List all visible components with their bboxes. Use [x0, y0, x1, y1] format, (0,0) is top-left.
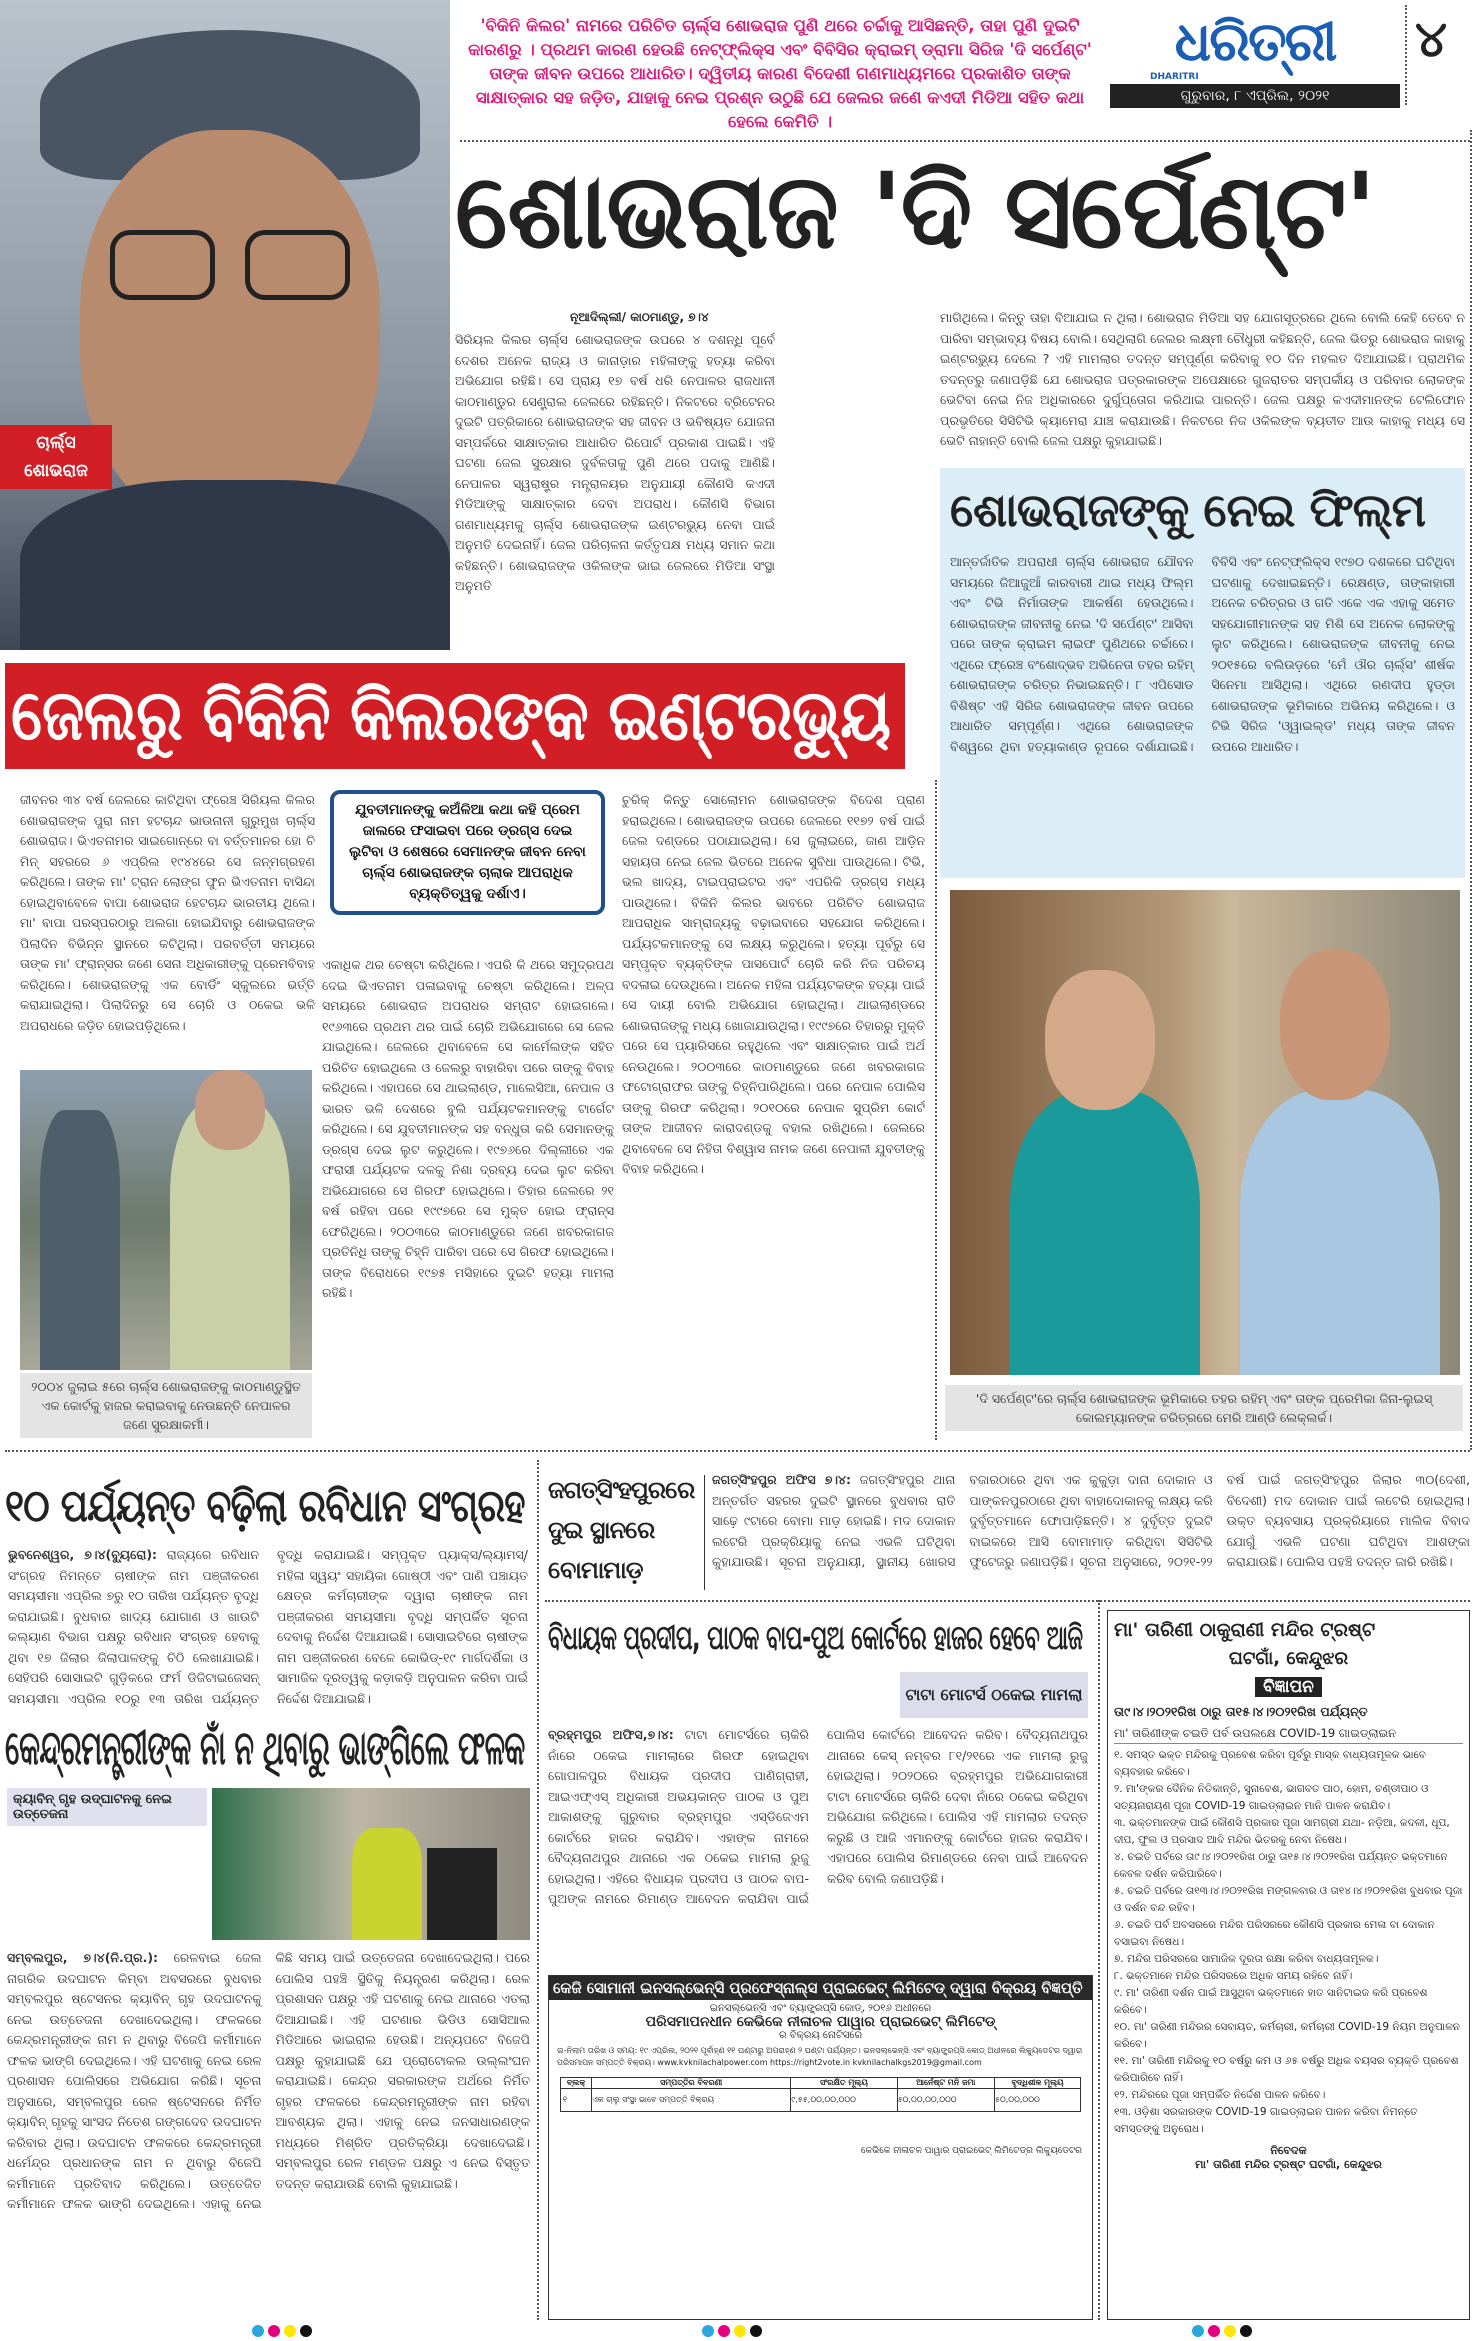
photo-name-label: ଚାର୍ଲ୍ସ ଶୋଭରାଜ: [0, 425, 112, 489]
guideline-item: ୧୩. ଓଡ଼ିଶା ସରକାରଙ୍କ COVID-19 ଗାଇଡ୍‌ଲାଇନ ପାଳନ କରିବା ନିମନ୍ତେ ସମସ୍ତଙ୍କୁ ଅନୁରୋଧ।: [1114, 2106, 1418, 2135]
temple-ad-place: ଘଟଗାଁ, କେନ୍ଦୁଝର: [1228, 1648, 1349, 1669]
registration-marks: [250, 2322, 314, 2341]
table-header: ବୃଦ୍ଧିଶୀଳ ମୂଲ୍ୟ: [994, 2078, 1080, 2089]
table-header: ସଂରକ୍ଷିତ ମୂଲ୍ୟ: [791, 2078, 897, 2089]
page-number: ୪: [1415, 10, 1448, 68]
serpent-still-photo: [950, 890, 1460, 1375]
rabi-dateline: ଭୁବନେଶ୍ୱର, ୭।୪(ବ୍ୟୁରୋ):: [8, 1547, 158, 1562]
minister-headline: କେନ୍ଦ୍ରମନ୍ତ୍ରୀଙ୍କ ନାଁ ନ ଥିବାରୁ ଭାଙ୍ଗିଲେ ଫଳକ: [5, 1720, 525, 1776]
guideline-item: ୧. ସମସ୍ତ ଭକ୍ତ ମନ୍ଦିରକୁ ପ୍ରବେଶ କରିବା ପୂର୍ବରୁ ମାସ୍କ ବାଧ୍ୟତାମୂଳକ ଭାବେ ବ୍ୟବହାର କରିବେ।: [1114, 1749, 1426, 1778]
interview-banner: [5, 663, 905, 769]
bomb-headline: ଜଗତ୍‌ସିଂହପୁରରେ ଦୁଇ ସ୍ଥାନରେ ବୋମାମାଡ଼: [548, 1476, 695, 1584]
table-header: ବ୍ଲକ୍: [560, 2078, 591, 2089]
table-cell: ୫୦,୦୦,୦୦,୦୦୦: [897, 2089, 994, 2112]
intro-text: ସିରିୟଲ କିଲର ଚାର୍ଲ୍ସ ଶୋଭରାଜଙ୍କ ଉପରେ ୪ ଦଶନ୍ଧି ପୂର୍ବେ ଦେଶର ଅନେକ ରାଜ୍ୟ ଓ କାନାଡ଼ାର ମହିଳାଙ୍କୁ ହତ୍ୟା କରିବା ଅଭିଯୋଗ ରହିଛି। ସେ ପ୍ରାୟ ୧୭ ବର୍ଷ ଧରି ନେପାଳର ରାଜଧାନୀ କାଠମାଣ୍ଡୁର ସେଣ୍ଟ୍ରାଲ ଜେଲରେ ରହିଛନ୍ତି। ନିକଟରେ ବ୍ରିଟେନର ଦୁଇଟି ପତ୍ରିକାରେ ଶୋଭରାଜଙ୍କ ସହ ଜୀବନ ଓ ଭବିଷ୍ୟତ ଯୋଜନା ସମ୍ପର୍କରେ ସାକ୍ଷାତ୍‌କାର ଆଧାରିତ ରିପୋର୍ଟ ପ୍ରକାଶ ପାଇଛି। ଏହି ଘଟଣା ଜେଲ ସୁରକ୍ଷାର ଦୁର୍ବଳତାକୁ ପୁଣି ଥରେ ପଦାକୁ ଆଣିଛି। ନେପାଳର ସ୍ୱରାଷ୍ଟ୍ର ମନ୍ତ୍ରାଳୟର ଅନୁଯାୟୀ କୌଣସି କଏଦୀ ମିଡିଆଙ୍କୁ ସାକ୍ଷାତ୍‌କାର ଦେବା ଅପରାଧ। କୌଣସି ବିଭାଗ ଗଣମାଧ୍ୟମକୁ ଚାର୍ଲ୍ସ ଶୋଭରାଜଙ୍କ ଇଣ୍ଟରଭ୍ୟୁ ନେବା ପାଇଁ ଅନୁମତି ଦେଇନାହିଁ। ଜେଲ ପରିଚାଳନା କର୍ତ୍ତୃପକ୍ଷ ମଧ୍ୟ ସମାନ କଥା କହିଛନ୍ତି। ଶୋଭରାଜଙ୍କ ଓକିଲଙ୍କ ଭାଇ ଜେଲରେ ମିଡିଆ ସଂସ୍ଥା ଅନୁମତି: [455, 332, 775, 593]
masthead: [1110, 10, 1400, 108]
minister-text: ରେଳବାଇ ଜେଲ ନାଗରିକ ଉଦଘାଟନ କିମ୍ବା ଅବସରରେ ବୁଧବାର ସମ୍ବଲପୁର ଷ୍ଟେସନର କ୍ୟାବିନ୍ ଗୃହ ଉଦଘାଟନକୁ ନେଇ ଉତ୍ତେଜନା ଦେଖାଦେଇଥିଲା। ଫଳକରେ କେନ୍ଦ୍ରମନ୍ତ୍ରୀଙ୍କ ନାମ ନ ଥିବାରୁ ବିଜେପି କର୍ମୀମାନେ ଫଳକ ଭାଙ୍ଗି ଦେଇଥିଲେ। ଏହି ଘଟଣାକୁ ନେଇ ରେଳ ପ୍ରଶାସନ ପୋଲିସରେ ଅଭିଯୋଗ କରିଛି। ସୂଚନା ଅନୁସାରେ, ସମ୍ବଲପୁର ରେଳ ଷ୍ଟେସନରେ ନିର୍ମିତ କ୍ୟାବିନ୍ ଗୃହକୁ ସାଂସଦ ନିତେଶ ଗଙ୍ଗଦେବ ଉଦଘାଟନ କରିବାର ଥିଲା। ଉଦଘାଟନ ଫଳକରେ କେନ୍ଦ୍ରମନ୍ତ୍ରୀ ଧର୍ମେନ୍ଦ୍ର ପ୍ରଧାନଙ୍କ ନାମ ନ ଥିବାରୁ ବିଜେପି କର୍ମୀମାନେ ପ୍ରତିବାଦ କରିଥିଲେ। ଉତ୍ତେଜିତ କର୍ମୀମାନେ ଫଳକ ଭାଙ୍ଗି ଦେଇଥିଲେ। ଏହାକୁ ନେଇ କିଛି ସମୟ ପାଇଁ ଉତ୍ତେଜନା ଦେଖାଦେଇଥିଲା। ପରେ ପୋଲିସ ପହଞ୍ଚି ସ୍ଥିତିକୁ ନିୟନ୍ତ୍ରଣ କରିଥିଲା। ରେଳ ପ୍ରଶାସନ ପକ୍ଷରୁ ଏହି ଘଟଣାକୁ ନେଇ ଥାନାରେ ଏତଲା ଦିଆଯାଇଛି। ଏହି ଘଟଣାର ଭିଡିଓ ସୋସିଆଲ ମିଡିଆରେ ଭାଇରାଲ ହେଉଛି। ଅନ୍ୟପଟେ ବିଜେପି ପକ୍ଷରୁ କୁହାଯାଇଛି ଯେ ପ୍ରୋଟୋକଲ ଉଲ୍ଲଂଘନ କରାଯାଇଛି। କେନ୍ଦ୍ର ସରକାରଙ୍କ ଅର୍ଥରେ ନିର୍ମିତ ଗୃହର ଫଳକରେ କେନ୍ଦ୍ରମନ୍ତ୍ରୀଙ୍କ ନାମ ରହିବା ଆବଶ୍ୟକ ଥିଲା। ଏହାକୁ ନେଇ ଜନସାଧାରଣଙ୍କ ମଧ୍ୟରେ ମିଶ୍ରିତ ପ୍ରତିକ୍ରିୟା ଦେଖାଦେଇଛି। ସମ୍ବଲପୁର ରେଳ ମଣ୍ଡଳ ପକ୍ଷରୁ ଏ ନେଇ ବିସ୍ତୃତ ତଦନ୍ତ କରାଯାଉଛି ବୋଲି କୁହାଯାଇଛି।: [7, 1950, 530, 2211]
dharitri-logo: ଧରିତ୍ରୀ: [1174, 9, 1336, 73]
guideline-item: ୧୧. ମା' ତାରିଣୀ ମନ୍ଦିରକୁ ୧୦ ବର୍ଷରୁ କମ ଓ ୬୫ ବର୍ଷରୁ ଅଧିକ ବୟସର ବ୍ୟକ୍ତି ପ୍ରବେଶ କରିପାରିବେ ନାହିଁ।: [1114, 2055, 1459, 2084]
guideline-item: ୪. ଚଇତି ପର୍ବରେ ତା୯।୪।୨୦୨୧ରିଖ ଠାରୁ ତା୧୫।୪।୨୦୨୧ରିଖ ପର୍ଯ୍ୟନ୍ତ ଭକ୍ତମାନେ କେବଳ ଦର୍ଶନ କରିପାରିବେ।: [1114, 1851, 1448, 1880]
bomb-headline-box: [548, 1470, 698, 1594]
minister-subhead: କ୍ୟାବିନ୍ ଗୃହ ଉଦ୍‌ଘାଟନକୁ ନେଇ ଉତ୍ତେଜନା: [7, 1788, 207, 1826]
sale-ad-line3: ର ବିକ୍ରୟ ନୋଟିସରେ: [778, 2030, 863, 2041]
court-photo: [20, 1070, 312, 1370]
guideline-item: ୮. ଭକ୍ତମାନେ ମନ୍ଦିର ପରିସରରେ ଅଧିକ ସମୟ ରହିବେ ନାହିଁ।: [1114, 1970, 1353, 1982]
logo-subtitle: DHARITRI: [1150, 72, 1199, 82]
temple-ad-items: [1114, 1747, 1463, 2138]
guideline-item: ୬. ଚଇତି ପର୍ବ ଅବସରରେ ମନ୍ଦିର ପରିସରରେ କୌଣସି ପ୍ରକାର ମେଳା ବା ଦୋକାନ ବସାଇବା ନିଷେଧ।: [1114, 1919, 1435, 1948]
rabi-headline: ୧୦ ପର୍ଯ୍ୟନ୍ତ ବଢ଼ିଲା ରବିଧାନ ସଂଗ୍ରହ: [5, 1479, 525, 1532]
table-cell: ୫୦,୦୦,୦୦୦: [994, 2089, 1080, 2112]
minister-dateline: ସମ୍ବଲପୁର, ୭।୪(ନି.ପ୍ର.):: [7, 1950, 159, 1965]
temple-ad-signature-title: ନିବେଦକ: [1270, 2144, 1307, 2157]
mla-headline: ବିଧାୟକ ପ୍ରଦୀପ, ପାଠକ ବାପ-ପୁଅ କୋର୍ଟରେ ହାଜର ହେବେ ଆଜି: [548, 1618, 1083, 1658]
shobhraj-portrait-photo: [0, 0, 450, 650]
guideline-item: ୧୦. ମା' ତାରିଣୀ ମନ୍ଦିରର ସେବାୟତ, କର୍ମଚାରୀ, କର୍ମଚାରୀ COVID-19 ନିୟମ ଅନୁପାଳନ କରିବେ।: [1114, 2021, 1461, 2050]
mla-text: ଟାଟା ମୋଟର୍ସରେ ଚାକିରି ନାଁରେ ଠକେଇ ମାମଲାରେ ଗିରଫ ହୋଇଥିବା ଗୋପାଳପୁର ବିଧାୟକ ପ୍ରଦୀପ ପାଣିଗ୍ରାହୀ, ଆଇଏଫ୍‌ଏସ୍ ଅଧିକାରୀ ଅଭୟକାନ୍ତ ପାଠକ ଓ ପୁଅ ଆକାଶଙ୍କୁ ଗୁରୁବାର ବ୍ରହ୍ମପୁର ଏସ୍‌ଡିଜେଏମ କୋର୍ଟରେ ହାଜର କରାଯିବ। ଏହାଙ୍କ ନାମରେ ବୈଦ୍ୟନାଥପୁର ଥାନାରେ ଏକ ଠକେଇ ମାମଲା ରୁଜୁ ହୋଇଥିଲା। ଏହିରେ ବିଧାୟକ ପ୍ରଦୀପ ଓ ପାଠକ ବାପ-ପୁଅଙ୍କ ନାମରେ ରିମାଣ୍ଡ ଆବେଦନ କରାଯିବା ପାଇଁ ପୋଲିସ କୋର୍ଟରେ ଆବେଦନ କରିବ। ବୈଦ୍ୟନାଥପୁର ଥାନାରେ କେସ୍ ନମ୍ବର ୮୧/୨୧ରେ ଏକ ମାମଲା ରୁଜୁ ହୋଇଥିଲା। ୨୦୨୦ରେ ବ୍ରହ୍ମପୁର ଅଭିଯୋଗକାରୀ ଟାଟା ମୋଟର୍ସରେ ଚାକିରି ଦେବା ନାଁରେ ଠକେଇ କରିଥିବା ଅଭିଯୋଗ କରିଥିଲେ। ପୋଲିସ ଏହି ମାମଲାର ତଦନ୍ତ କରୁଛି ଓ ଆଜି ଏମାନଙ୍କୁ କୋର୍ଟରେ ହାଜର କରାଯିବ। ଏହାପରେ ପୋଲିସ ରିମାଣ୍ଡରେ ନେବା ପାଇଁ ଆବେଦନ କରିବ ବୋଲି ଜଣାପଡ଼ିଛି।: [548, 1727, 1088, 1906]
minister-body: [7, 1948, 530, 2320]
table-cell: ୯,୫୫,୦୦,୦୦,୦୦୦: [791, 2089, 897, 2112]
table-cell: ୧: [560, 2089, 591, 2112]
registration-marks: [700, 2322, 764, 2341]
temple-ad-label: ବିଜ୍ଞାପନ: [1255, 1677, 1322, 1697]
table-header: ଆର୍ନେଷ୍ଟ ମନି ଜମା: [897, 2078, 994, 2089]
sale-notice-ad: [548, 1975, 1093, 2320]
mla-highlight-box: [900, 1672, 1088, 1718]
temple-ad-title: ମା' ତାରିଣୀ ଠାକୁରାଣୀ ମନ୍ଦିର ଟ୍ରଷ୍ଟ: [1114, 1619, 1376, 1641]
sale-ad-table: [560, 2077, 1081, 2112]
guideline-item: ୭. ମନ୍ଦିର ପରିସରରେ ସାମାଜିକ ଦୂରତା ରକ୍ଷା କରିବା ବାଧ୍ୟତାମୂଳକ।: [1114, 1953, 1379, 1965]
temple-ad-signature: ମା' ତାରିଣୀ ମନ୍ଦିର ଟ୍ରଷ୍ଟ ଘଟଗାଁ, କେନ୍ଦୁଝର: [1195, 2158, 1382, 2171]
main-headline: ଶୋଭରାଜ 'ଦି ସର୍ପେଣ୍ଟ': [455, 150, 1375, 272]
story-deck: 'ବିକିନି କିଲର' ନାମରେ ପରିଚିତ ଚାର୍ଲ୍ସ ଶୋଭରାଜ ପୁଣି ଥରେ ଚର୍ଚ୍ଚାକୁ ଆସିଛନ୍ତି, ତାହା ପୁଣି ଦୁଇଟି କାରଣରୁ । ପ୍ରଥମ କାରଣ ହେଉଛି ନେଟ୍‌ଫ୍ଲିକ୍ସ ଏବଂ ବିବିସିର କ୍ରାଇମ୍ ଡ୍ରାମା ସିରିଜ 'ଦି ସର୍ପେଣ୍ଟ' ତାଙ୍କ ଜୀବନ ଉପରେ ଆଧାରିତ। ଦ୍ୱିତୀୟ କାରଣ ବିଦେଶୀ ଗଣମାଧ୍ୟମରେ ପ୍ରକାଶିତ ତାଙ୍କ ସାକ୍ଷାତ୍‌କାର ସହ ଜଡ଼ିତ, ଯାହାକୁ ନେଇ ପ୍ରଶ୍ନ ଉଠୁଛି ଯେ ଜେଲର ଜଣେ କଏଦୀ ମିଡିଆ ସହିତ କଥା ହେଲେ କେମିତି ।: [460, 14, 1100, 134]
film-body: ଆନ୍ତର୍ଜାତିକ ଅପରାଧୀ ଚାର୍ଲ୍ସ ଶୋଭରାଜ ଯୌବନ ସମୟରେ ଜିଆଜୁଆଁ କାରବାରୀ ଥାଇ ମଧ୍ୟ ଫିଲ୍ମ ଏବଂ ଟିଭି ନିର୍ମାତାଙ୍କ ଆକର୍ଷଣ ହେଉଥିଲେ। ଶୋଭରାଜଙ୍କ ଜୀବନୀକୁ ନେଇ 'ଦି ସର୍ପେଣ୍ଟ' ଆସିବା ପରେ ତାଙ୍କ କ୍ରାଇମ ଲାଇଫ ପୁଣିଥରେ ଚର୍ଚ୍ଚାରେ। ଏଥିରେ ଫ୍ରେଞ୍ଚ ବଂଶୋଦ୍ଭବ ଅଭିନେତା ତହର ରହିମ୍ ଶୋଭରାଜଙ୍କ ଚରିତ୍ର ନିଭାଇଛନ୍ତି। ୮ ଏପିସୋଡ ବିଶିଷ୍ଟ ଏହି ସିରିଜ ଶୋଭରାଜଙ୍କ ଜୀବନ ଉପରେ ଆଧାରିତ ସମ୍ପୂର୍ଣ୍ଣ। ଏଥିରେ ଶୋଭରାଜଙ୍କ ବିଶ୍ୱରେ ଥିବା ହତ୍ୟାକାଣ୍ଡ ରୂପରେ ଦର୍ଶାଯାଇଛି। ବିବିସି ଏବଂ ନେଟ୍‌ଫ୍ଲିକ୍ସ ୧୯୭୦ ଦଶକରେ ଘଟିଥିବା ଘଟଣାକୁ ଦେଖାଇଛନ୍ତି। ରେକ୍ଷଣ୍ଡ, ତାଙ୍କାହାରୀ ଅନେକ ଚରିତ୍ରର ଓ ଗତି ଏକେ ଏକ ଏହାକୁ ସମେତ ସହଯୋଗୀମାନଙ୍କ ସହ ମିଶି ସେ ଅନେକ ଲୋକଙ୍କୁ ଲୁଟ କରିଥିଲେ। ଶୋଭରାଜଙ୍କ ଜୀବନୀକୁ ନେଇ ୨୦୧୫ରେ ବଲିଉଡ଼ରେ 'ମେଁ ଔର ଚାର୍ଲ୍ସ' ଶୀର୍ଷକ ସିନେମା ଆସିଥିଲା। ଏଥିରେ ରଣଦୀପ ହୁଡ୍ଡା ଶୋଭରାଜଙ୍କ ଭୂମିକାରେ ଅଭିନୟ କରିଥିଲେ। ଓ ଟିଭି ସିରିଜ 'ଓ୍ୱାଇଲ୍ଡ' ମଧ୍ୟ ତାଙ୍କ ଜୀବନ ଉପରେ ଆଧାରିତ।: [950, 554, 1455, 754]
guideline-item: ୫. ଚଇତି ପର୍ବରେ ତା୧୩।୪।୨୦୨୧ରିଖ ମଙ୍ଗଳବାର ଓ ତା୧୪।୪।୨୦୨୧ରିଖ ବୁଧବାର ପୂଜା ଓ ଦର୍ଶନ ବନ୍ଦ ରହିବ।: [1114, 1885, 1463, 1914]
bomb-body: [712, 1470, 1470, 1594]
rabi-body: [8, 1545, 528, 1713]
guideline-item: ୩. ଭକ୍ତମାନଙ୍କ ପାଇଁ କୌଣସି ପ୍ରକାର ପୂଜା ସାମଗ୍ରୀ ଯଥା- ନଡ଼ିଆ, କଦଳୀ, ଧୂପ, ଦୀପ, ଫୁଲ ଓ ପ୍ରସାଦ ଆଦି ମନ୍ଦିର ଭିତରକୁ ନେବା ନିଷେଧ।: [1114, 1817, 1450, 1846]
table-header: ସମ୍ପତ୍ତିର ବିବରଣୀ: [592, 2078, 791, 2089]
pull-quote: ଯୁବତୀମାନଙ୍କୁ କଅଁଳିଆ କଥା କହି ପ୍ରେମ ଜାଲରେ ଫସାଇବା ପରେ ଡ୍ରଗ୍ସ ଦେଇ ଲୁଟିବା ଓ ଶେଷରେ ସେମାନଙ୍କ ଜୀବନ ନେବା ଚାର୍ଲ୍ସ ଶୋଭରାଜଙ୍କ ଚାଲାକ ଆପରାଧିକ ବ୍ୟକ୍ତିତ୍ୱକୁ ଦର୍ଶାଏ।: [330, 790, 605, 915]
court-photo-caption: ୨୦୦୪ ଜୁଲାଇ ୫ରେ ଚାର୍ଲ୍ସ ଶୋଭରାଜଙ୍କୁ କାଠମାଣ୍ଡୁସ୍ଥିତ ଏକ କୋର୍ଟକୁ ହାଜର କରାଇବାକୁ ନେଉଛନ୍ତି ନେପାଳର ଜଣେ ସୁରକ୍ଷାକର୍ମୀ।: [20, 1373, 312, 1438]
dateline: ନୂଆଦିଲ୍ଲୀ/ କାଠମାଣ୍ଡୁ, ୭।୪: [570, 310, 709, 324]
film-title: ଶୋଭରାଜଙ୍କୁ ନେଇ ଫିଲ୍ମ: [950, 483, 1426, 537]
sale-ad-line2: ପରିସମାପନଧୀନ କେଭିକେ ନୀଳାଚଳ ପାୱାର ପ୍ରାଇଭେଟ୍ ଲିମିଟେଡ୍: [645, 2014, 996, 2030]
bomb-text: ଜଗତ୍‌ସିଂହପୁର ଥାନା ଅନ୍ତର୍ଗତ ସହରର ଦୁଇଟି ସ୍ଥାନରେ ବୁଧବାର ରାତି ସାଢ଼େ ୯ଟାରେ ବୋମା ମାଡ଼ ହୋଇଛି। ମଦ ଦୋକାନ ଲଟେରି ପ୍ରକ୍ରିୟାକୁ ନେଇ ଏଭଳି ଘଟିଥିବା କୁହାଯାଉଛି। ସୂଚନା ଅନୁଯାୟୀ, ସ୍ଥାନୀୟ ଖୋରସ ବଜାରଠାରେ ଥିବା ଏକ କୁକୁଡ଼ା ଦାନା ଦୋକାନ ଓ ପାଙ୍କନପୁରଠାରେ ଥିବା ବାହାଦୋକାନକୁ ଲକ୍ଷ୍ୟ କରି ଦୁର୍ବୃତ୍ତମାନେ ଫୋପାଡ଼ିଛନ୍ତି। ୪ ଦୁର୍ବୃତ୍ତ ଦୁଇଟି ବାଇକରେ ଆସି ବୋମାମାଡ଼ କରିଥିବା ସିସିଟିଭି ଫୁଟେଜରୁ ଜଣାପଡ଼ିଛି। ସୂଚନା ଅନୁସାରେ, ୨୦୨୧-୨୨ ବର୍ଷ ପାଇଁ ଜଗତ୍‌ସିଂହପୁର ଜିଲାର ୩୦(ଦେଶୀ, ବିଦେଶୀ) ମଦ ଦୋକାନ ପାଇଁ ଲଟେରି ହୋଇଥିଲା। ଉକ୍ତ ବ୍ୟବସାୟ ପ୍ରକ୍ରିୟାରେ ମାଲିକ ବିବାଦ ଯୋଗୁଁ ଏଭଳି ଘଟଣା ଘଟିଥିବା ଆଶଙ୍କା କରାଯାଉଛି। ପୋଲିସ ପହଞ୍ଚି ତଦନ୍ତ ଜାରି ରଖିଛି।: [712, 1472, 1470, 1569]
rabi-text: ରାଜ୍ୟରେ ରବିଧାନ ସଂଗ୍ରହ ନିମନ୍ତେ ଚାଷୀଙ୍କ ନାମ ପଞ୍ଜୀକରଣ ସମୟସୀମା ଏପ୍ରିଲ ୭ରୁ ୧୦ ତାରିଖ ପର୍ଯ୍ୟନ୍ତ ବୃଦ୍ଧି କରାଯାଇଛି। ବୁଧବାର ଖାଦ୍ୟ ଯୋଗାଣ ଓ ଖାଉଟି କଲ୍ୟାଣ ବିଭାଗ ପକ୍ଷରୁ ରବିଧାନ ସଂଗ୍ରହ ହେବାକୁ ଥିବା ୧୭ ଜିଲାର ଜିଲାପାଳଙ୍କୁ ଚିଠି ଲେଖାଯାଇଛି। ସେହିପରି ସୋସାଇଟି ଗୁଡ଼ିକରେ ଫର୍ମ ଡିଜିଟାଇଜେସନ୍ ସମୟସୀମା ଏପ୍ରିଲ ୧୦ରୁ ୧୩ ତାରିଖ ପର୍ଯ୍ୟନ୍ତ ବୃଦ୍ଧି କରାଯାଇଛି। ସମ୍ପୃକ୍ତ ପ୍ୟାକ୍ସ/ଲ୍ୟାମସ୍/ମହିଳା ସ୍ୱୟଂ ସହାୟିକା ଗୋଷ୍ଠୀ ଏବଂ ପାଣି ପଞ୍ଚାୟତ କ୍ଷେତ୍ର କର୍ମଚାରୀଙ୍କ ଦ୍ୱାରା ଚାଷୀଙ୍କ ନାମ ପଞ୍ଜୀକରଣ ସମୟସୀମା ବୃଦ୍ଧି ସମ୍ପର୍କିତ ସୂଚନା ଦେବାକୁ ନିର୍ଦ୍ଦେଶ ଦିଆଯାଇଛି। ସୋସାଇଟିରେ ଚାଷୀଙ୍କ ନାମ ପଞ୍ଜୀକରଣ ବେଳେ କୋଭିଡ୍-୧୯ ମାର୍ଗଦର୍ଶିକା ଓ ସାମାଜିକ ଦୂରତ୍ୱକୁ କଡ଼ାକଡ଼ି ଅନୁପାଳନ କରିବା ପାଇଁ ନିର୍ଦ୍ଦେଶ ଦିଆଯାଇଛି।: [8, 1547, 528, 1706]
bomb-dateline: ଜଗତ୍‌ସିଂହପୁର ଅଫିସ ୭।୪:: [712, 1472, 852, 1487]
sale-ad-fine-print: ଇ-ନିଲାମ ତାରିଖ ଓ ସମୟ: ୧୯ ଏପ୍ରିଲ, ୨୦୨୧ ପୂର୍ବାହ୍ଣ ୧୧ ଘଣ୍ଟାରୁ ଅପରାହ୍ଣ ୨ ଘଣ୍ଟା ପର୍ଯ୍ୟନ୍ତ। ଇନସଲ୍‌ଭେନ୍ସି ଏବଂ ବ୍ୟାଙ୍କ୍ରପ୍ସି କୋଡ୍ ଅଧୀନରେ ଲିକ୍ୟୁଡେଟର ଦ୍ୱାରା ପରିସମାପନ ସମ୍ପତ୍ତି ବିକ୍ରୟ। www.kvknilachalpower.com https://right2vote.in kvknilachalkgs2019@gmail.com: [557, 2046, 1083, 2067]
temple-ad-dates: ତା୯।୪।୨୦୨୧ରିଖ ଠାରୁ ତା୧୫।୪।୨୦୨୧ରିଖ ପର୍ଯ୍ୟନ୍ତ: [1114, 1704, 1368, 1719]
article-column-2: ଏକାଧିକ ଥର ଚେଷ୍ଟା କରିଥିଲେ। ଏପରି କି ଥରେ ସମୁଦ୍ରପଥ ଦେଇ ଭିଏତନାମ ପଳାଇବାକୁ ଚେଷ୍ଟା କରିଥିଲେ। ଅଳ୍ପ ସମୟରେ ଶୋଭରାଜ ଅପରାଧର ସମ୍ରାଟ ହୋଇଗଲେ। ୧୯୬୩ରେ ପ୍ରଥମ ଥର ପାଇଁ ଚୋରି ଅଭିଯୋଗରେ ସେ ଜେଲ ଯାଇଥିଲେ। ଜେଲରେ ଥିବାବେଳେ ସେ କାର୍ମେଲଙ୍କ ସହିତ ପରିଚିତ ହୋଇଥିଲେ ଓ ଜେଲରୁ ବାହାରିବା ପରେ ତାଙ୍କୁ ବିବାହ କରିଥିଲେ। ଏହାପରେ ସେ ଥାଇଲାଣ୍ଡ, ମାଲେସିଆ, ନେପାଳ ଓ ଭାରତ ଭଳି ଦେଶରେ ବୁଲି ପର୍ଯ୍ୟଟକମାନଙ୍କୁ ଟାର୍ଗେଟ କରିଥିଲେ। ସେ ଯୁବତୀମାନଙ୍କ ସହ ବନ୍ଧୁତା କରି ସେମାନଙ୍କୁ ଡ୍ରଗ୍ସ ଦେଇ ଲୁଟ କରୁଥିଲେ। ୧୯୭୬ରେ ଦିଲ୍ଲୀରେ ଏକ ଫରାସୀ ପର୍ଯ୍ୟଟକ ଦଳକୁ ନିଶା ଦ୍ରବ୍ୟ ଦେଇ ଲୁଟ କରିବା ଅଭିଯୋଗରେ ସେ ଗିରଫ ହୋଇଥିଲେ। ତିହାର ଜେଲରେ ୨୧ ବର୍ଷ ରହିବା ପରେ ୧୯୯୭ରେ ସେ ମୁକ୍ତ ହୋଇ ଫ୍ରାନ୍ସ ଫେରିଥିଲେ। ୨୦୦୩ରେ କାଠମାଣ୍ଡୁରେ ଜଣେ ଖବରକାଗଜ ପ୍ରତିନିଧି ତାଙ୍କୁ ଚିହ୍ନି ପାରିବା ପରେ ସେ ଗିରଫ ହୋଇଥିଲେ। ତାଙ୍କ ବିରୋଧରେ ୧୯୭୫ ମସିହାରେ ଦୁଇଟି ହତ୍ୟା ମାମଲା ରହିଛି।: [322, 957, 614, 1300]
sale-ad-line1: ଇନସଲ୍‌ଭେନ୍ସି ଏବଂ ବ୍ୟାଙ୍କ୍ରପ୍ସି କୋଡ୍, ୨୦୧୬ ଅଧୀନରେ: [709, 2003, 932, 2014]
intro-continuation: ମାଗିଥିଲେ। କିନ୍ତୁ ତାହା ବିଆଯାଇ ନ ଥିଲା। ଶୋଭରାଜ ମିଡିଆ ସହ ଯୋଗସୂତ୍ରରେ ଥିଲେ ବୋଲି କେହି ତେବେ ନ ପାରିବା ସମ୍ଭାବ୍ୟ ବିଷୟ ବୋଲି। ସେଥିଲାଗି ଜେଲର ଲକ୍ଷ୍ମୀ ଚୌଧୁରୀ କହିଛନ୍ତି, ଜେଲ ଭିତରୁ ଶୋଭରାଜ କାହାକୁ ଇଣ୍ଟରଭ୍ୟୁ ଦେଲେ ? ଏହି ମାମଲାର ତଦନ୍ତ ସମ୍ପୂର୍ଣ୍ଣ କରିବାକୁ ୧୦ ଦିନ ମହଲତ ଦିଆଯାଇଛି। ପ୍ରାଥମିକ ତଦନ୍ତରୁ ଜଣାପଡ଼ିଛି ଯେ ଶୋଭରାଜ ପତ୍ରକାରଙ୍କ ଅପେକ୍ଷାରେ ଗୁଜରାତର ସମ୍ପର୍କୀୟ ଓ ପରିବାର ଲୋକଙ୍କ ଭେଟିବା ନେଇ ନିଜ ଅଧିକାରରେ ଦୁର୍ଗୁପ୍ତୋଗ କରିଥାଇ ପାରନ୍ତି। ଜେଲ ପକ୍ଷରୁ କଏଦୀମାନଙ୍କ ଟେଲିଫୋନ ପ୍ରଭୃତିରେ ସିସିଟିଭି କ୍ୟାମେରା ଯାଞ୍ଚ କରାଯାଉଛି। ନିକଟରେ ନିଜ ଓକିଲଙ୍କ ବ୍ୟତୀତ ଆଉ କାହାକୁ ମଧ୍ୟ ସେ ଭେଟି ନାହାନ୍ତି ବୋଲି ଜେଲ ପକ୍ଷରୁ କୁହାଯାଇଛି।: [940, 310, 1465, 448]
plaque-photo: [212, 1788, 530, 1940]
article-column-3: ଚୁରିକ୍ କିନ୍ତୁ ସୋଲୋମନ ଶୋଭରାଜଙ୍କ ବିଦେଶ ପ୍ରାଣ ହରାଇଥିଲେ। ଶୋଭରାଜଙ୍କ ଉପରେ ଜେଲରେ ୧୧୭୨ ବର୍ଷ ପାଇଁ ଜେଲ ଦଣ୍ଡରେ ପଠାଯାଇଥିଲା। ସେ ଜୁଲାଇରେ, ଜାଣ ଆଡ଼ିନ ସହାୟତା ନେଇ ଜେଲ ଭିତରେ ଅନେକ ସୁବିଧା ପାଉଥିଲେ। ଟିଭି, ଭଲ ଖାଦ୍ୟ, ଟାଇପ୍‌ରାଇଟର ଏବଂ ଏପରିକି ଡ୍ରଗ୍ସ ମଧ୍ୟ ପାଉଥିଲେ। ବିକିନି କିଲର ଭାବରେ ପରିଚିତ ଶୋଭରାଜ ଆପରାଧିକ ସାମ୍ରାଜ୍ୟକୁ ବଢ଼ାଇବାରେ ସହଯୋଗ କରିଥିଲେ। ପର୍ଯ୍ୟଟକମାନଙ୍କୁ ସେ ଲକ୍ଷ୍ୟ କରୁଥିଲେ। ହତ୍ୟା ପୂର୍ବରୁ ସେ ସମ୍ପୃକ୍ତ ବ୍ୟକ୍ତିଙ୍କ ପାସପୋର୍ଟ ଚୋରି କରି ନିଜ ପରିଚୟ ବଦଳାଇ ଦେଉଥିଲେ। ଅନେକ ମହିଳା ପର୍ଯ୍ୟଟକଙ୍କ ହତ୍ୟା ପାଇଁ ସେ ଦାୟୀ ବୋଲି ଅଭିଯୋଗ ହୋଇଥିଲା। ଥାଇଲାଣ୍ଡରେ ଶୋଭରାଜଙ୍କୁ ମଧ୍ୟ ଖୋଜାଯାଉଥିଲା। ୧୯୯୭ରେ ତିହାରରୁ ମୁକ୍ତି ପରେ ସେ ପ୍ୟାରିସରେ ରହୁଥିଲେ ଏବଂ ସାକ୍ଷାତ୍‌କାର ପାଇଁ ଅର୍ଥ ନେଉଥିଲେ। ୨୦୦୩ରେ କାଠମାଣ୍ଡୁରେ ଜଣେ ଖବରକାଗଜ ଫଟୋଗ୍ରାଫର ତାଙ୍କୁ ଚିହ୍ନିପାରିଥିଲେ। ପରେ ନେପାଳ ପୋଲିସ ତାଙ୍କୁ ଗିରଫ କରିଥିଲା। ୨୦୧୦ରେ ନେପାଳ ସୁପ୍ରିମ କୋର୍ଟ ତାଙ୍କ ଆଜୀବନ କାରାଦଣ୍ଡକୁ ବହାଲ ରଖିଥିଲେ। ଜେଲରେ ଥିବାବେଳେ ସେ ନିହିତା ବିଶ୍ୱାସ ନାମକ ଜଣେ ନେପାଳୀ ଯୁବତୀଙ୍କୁ ବିବାହ କରିଥିଲେ।: [622, 792, 925, 1176]
table-cell: ଏକ ଚାଲୁ ସଂସ୍ଥା ଭାବେ ସମ୍ପତ୍ତି ବିକ୍ରୟ: [592, 2089, 791, 2112]
mla-dateline: ବ୍ରହ୍ମପୁର ଅଫିସ,୭।୪:: [548, 1727, 674, 1742]
temple-ad-subtitle: ମା' ତାରିଣୀଙ୍କ ଚଇତି ପର୍ବ ଉପଲକ୍ଷେ COVID-19 ଗାଇଡ୍‌ଲାଇନ: [1114, 1726, 1397, 1740]
mla-body: [548, 1725, 1088, 1965]
guideline-item: ୯. ମା' ତାରିଣୀ ଦର୍ଶନ ପାଇଁ ଆସୁଥିବା ଭକ୍ତମାନେ ହାତ ସାନିଟାଇଜ କରି ପ୍ରବେଶ କରିବେ।: [1114, 1987, 1428, 2016]
article-column-1: ଜୀବନର ୩୪ ବର୍ଷ ଜେଲରେ କାଟିଥିବା ଫ୍ରେଞ୍ଚ ସିରିୟଲ କିଲର ଶୋଭରାଜଙ୍କ ପୁରା ନାମ ହଟଚାନ୍ଦ ଭାଉନାନୀ ଗୁରୁମୁଖ ଚାର୍ଲ୍ସ ଶୋଭରାଜ। ଭିଏତନାମର ସାଇଗୋନ୍‌ରେ ବା ବର୍ତ୍ତମାନର ହୋ ଚି ମିନ୍ ସହରରେ ୬ ଏପ୍ରିଲ ୧୯୪୪ରେ ସେ ଜନ୍ମଗ୍ରହଣ କରିଥିଲେ। ତାଙ୍କ ମା' ଟ୍ରାନ ଲୋଙ୍ଗ ଫୁନ ଭିଏତନାମ ବାସିନ୍ଦା ହୋଇଥିବାବେଳେ ବାପା ଶୋଭରାଜ ହେଟଚାନ୍ଦ ଭାରତୀୟ ଥିଲେ। ମା' ବାପା ପରସ୍ପରଠାରୁ ଅଲଗା ହୋଇଯିବାରୁ ଶୋଭରାଜଙ୍କ ପିଲାଦିନ ବିଭିନ୍ନ ସ୍ଥାନରେ କଟିଥିଲା। ପରବର୍ତ୍ତୀ ସମୟରେ ତାଙ୍କ ମା' ଫ୍ରାନ୍ସର ଜଣେ ସେନା ଅଧିକାରୀଙ୍କୁ ପ୍ରେମବିବାହ କରିଥିଲେ। ଶୋଭରାଜଙ୍କୁ ଏକ ବୋର୍ଡିଂ ସ୍କୁଲରେ ଭର୍ତ୍ତି କରାଯାଇଥିଲା। ପିଲାଦିନରୁ ସେ ଚୋରି ଓ ଠକେଇ ଭଳି ଅପରାଧରେ ଜଡ଼ିତ ହୋଇପଡ଼ିଥିଲେ।: [20, 792, 315, 1033]
interview-banner-headline: ଜେଲରୁ ବିକିନି କିଲରଙ୍କ ଇଣ୍ଟରଭ୍ୟୁ: [11, 674, 891, 756]
mla-highlight: ଟାଟା ମୋଟର୍ସ ଠକେଇ ମାମଲା: [905, 1685, 1083, 1704]
guideline-item: ୨. ମା'ଙ୍କର ଦୈନିକ ନିତିକାନ୍ତି, ସୁନାବେଶ, ଭାଗବତ ପାଠ, ହୋମ, ଚଣ୍ଡୀପାଠ ଓ ସତ୍ୟନାରାୟଣ ପୂଜା COVID-19 ଗାଇଡ୍‌ଲାଇନ ମାନି ପାଳନ କରାଯିବ।: [1114, 1783, 1429, 1812]
film-sidebar: [940, 468, 1465, 878]
temple-trust-ad: [1107, 1610, 1470, 2320]
film-photo-caption: 'ଦି ସର୍ପେଣ୍ଟ'ରେ ଚାର୍ଲ୍ସ ଶୋଭରାଜଙ୍କ ଭୂମିକାରେ ତହର ରହିମ୍ ଏବଂ ତାଙ୍କ ପ୍ରେମିକା ଜିନା-ଲୁଇସ୍ କୋଲମ୍ୟାନଙ୍କ ଚରିତ୍ରରେ ମେରି ଆଣ୍ଡି ଲେକ୍ଲର୍କ।: [945, 1385, 1463, 1431]
sale-ad-signature: କେଭିକେ ନୀଳାଚଳ ପାୱାର ପ୍ରାଇଭେଟ୍ ଲିମିଟେଡ୍‌ର ଲିକ୍ୟୁଡେଟର: [860, 2146, 1082, 2156]
registration-marks: [1190, 2322, 1254, 2341]
issue-date: ଗୁରୁବାର, ୮ ଏପ୍ରିଲ, ୨୦୨୧: [1110, 84, 1400, 108]
guideline-item: ୧୨. ମନ୍ଦିରରେ ପୂଜା ସମ୍ପର୍କିତ ନିର୍ଦ୍ଦେଶ ପାଳନ କରିବେ।: [1114, 2089, 1326, 2101]
sale-ad-title: କେଜି ସୋମାନୀ ଇନସଲ୍‌ଭେନ୍ସି ପ୍ରଫେସ୍‌ନାଲ୍ସ ପ୍ରାଇଭେଟ୍ ଲିମିଟେଡ୍ ଦ୍ୱାରା ବିକ୍ରୟ ବିଜ୍ଞପ୍ତି: [553, 1979, 1083, 1997]
